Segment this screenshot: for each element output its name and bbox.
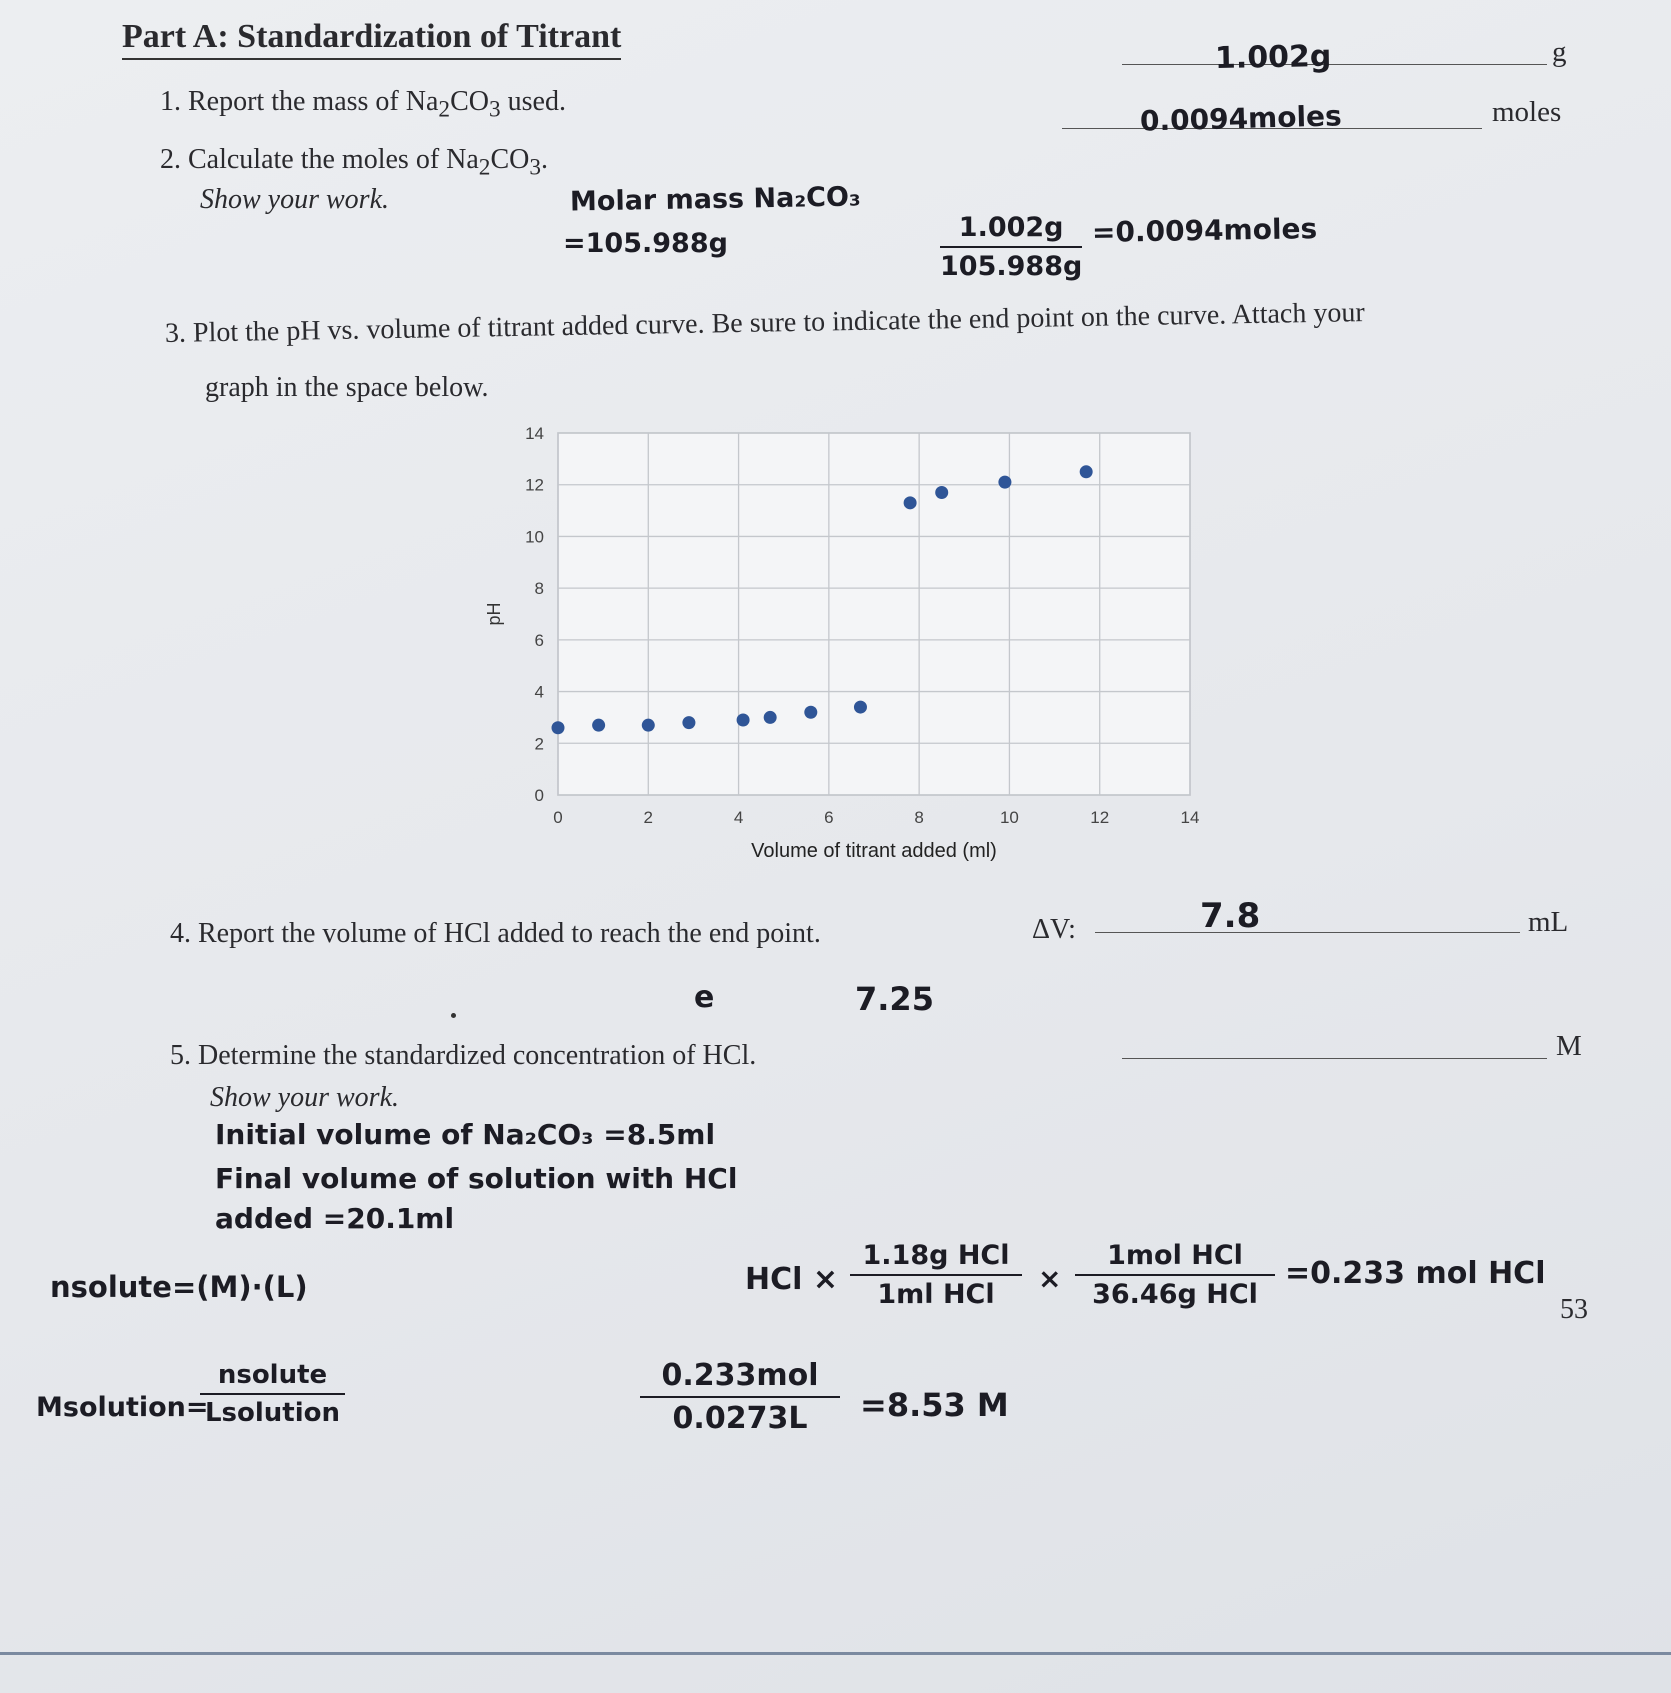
answer-mass: 1.002g bbox=[1214, 38, 1332, 77]
question-1-text-pre: Report the mass of Na bbox=[188, 86, 439, 117]
question-4 bbox=[170, 918, 821, 950]
page-title: Part A: Standardization of Titrant bbox=[122, 18, 621, 60]
y-tick-label: 4 bbox=[534, 682, 544, 702]
page-number: 53 bbox=[1560, 1294, 1588, 1325]
y-tick-label: 10 bbox=[525, 527, 544, 547]
question-5 bbox=[170, 1040, 756, 1072]
y-tick-label: 2 bbox=[534, 734, 544, 754]
question-3-line1 bbox=[165, 297, 1365, 350]
y-axis-label: pH bbox=[484, 602, 504, 626]
y-tick-label: 14 bbox=[525, 424, 544, 443]
x-tick-label: 0 bbox=[553, 808, 563, 827]
conversion-times: × bbox=[1038, 1262, 1062, 1295]
density-denominator: 1ml HCl bbox=[877, 1279, 995, 1310]
question-1-text-mid: CO bbox=[450, 86, 489, 117]
fraction-bar bbox=[940, 246, 1082, 248]
n-solute-formula: nsolute=(M)·(L) bbox=[50, 1270, 308, 1304]
mole-calc-denominator: 105.988g bbox=[940, 251, 1083, 282]
x-tick-label: 12 bbox=[1090, 808, 1110, 827]
question-2-text-post: . bbox=[541, 144, 549, 175]
question-5-number: 5. bbox=[170, 1040, 191, 1071]
fraction-bar bbox=[1075, 1274, 1275, 1276]
question-2-text-pre: Calculate the moles of Na bbox=[188, 144, 479, 175]
question-3-text-line1: Plot the pH vs. volume of titrant added curve. Be sure to indicate the end point on the curve. Attach your bbox=[192, 297, 1365, 349]
initial-volume-note: Initial volume of Na₂CO₃ =8.5ml bbox=[215, 1118, 716, 1151]
data-point bbox=[1080, 465, 1093, 478]
y-tick-label: 8 bbox=[534, 579, 544, 599]
question-1-sub1: 2 bbox=[438, 96, 451, 123]
m-solution-denominator: Lsolution bbox=[204, 1398, 341, 1428]
y-tick-label: 0 bbox=[534, 786, 544, 805]
question-1-text-post: used. bbox=[500, 86, 566, 117]
stray-value: 7.25 bbox=[855, 980, 934, 1018]
unit-molarity: M bbox=[1556, 1030, 1582, 1062]
density-numerator: 1.18g HCl bbox=[862, 1240, 1010, 1271]
stray-mark-e: e bbox=[694, 980, 715, 1015]
y-tick-label: 6 bbox=[534, 630, 544, 650]
fraction-bar bbox=[640, 1396, 840, 1398]
data-point bbox=[998, 476, 1011, 489]
x-tick-label: 14 bbox=[1180, 808, 1200, 827]
molar-mass-denominator: 36.46g HCl bbox=[1092, 1279, 1258, 1310]
m-solution-label: Msolution= bbox=[36, 1392, 209, 1423]
data-point bbox=[642, 719, 655, 732]
data-point bbox=[737, 714, 750, 727]
answer-moles: 0.0094moles bbox=[1139, 99, 1343, 138]
question-2-sub2: 3 bbox=[529, 154, 542, 181]
x-tick-label: 8 bbox=[914, 808, 924, 827]
unit-grams: g bbox=[1552, 36, 1567, 68]
plot-area bbox=[558, 433, 1190, 795]
molarity-numerator: 0.233mol bbox=[661, 1358, 819, 1393]
data-point bbox=[764, 711, 777, 724]
ph-titration-chart bbox=[470, 405, 1270, 875]
data-point bbox=[935, 486, 948, 499]
question-3-number: 3. bbox=[164, 317, 187, 349]
y-tick-labels bbox=[525, 424, 544, 805]
page-bottom-edge bbox=[0, 1652, 1671, 1655]
molar-mass-line1: Molar mass Na₂CO₃ bbox=[569, 181, 861, 218]
data-point bbox=[904, 496, 917, 509]
question-4-text: Report the volume of HCl added to reach the end point. bbox=[198, 918, 821, 949]
data-point bbox=[592, 719, 605, 732]
conversion-result: =0.233 mol HCl bbox=[1285, 1256, 1546, 1291]
data-point bbox=[682, 716, 695, 729]
question-1-number: 1. bbox=[160, 86, 181, 117]
stray-dot bbox=[451, 1013, 456, 1018]
mole-calc-numerator: 1.002g bbox=[958, 212, 1064, 243]
x-tick-label: 2 bbox=[643, 808, 654, 827]
molarity-denominator: 0.0273L bbox=[672, 1401, 808, 1436]
question-2-sub1: 2 bbox=[478, 154, 491, 181]
delta-v-label: ΔV: bbox=[1032, 914, 1076, 945]
molar-mass-numerator: 1mol HCl bbox=[1107, 1240, 1243, 1271]
data-point bbox=[552, 721, 565, 734]
question-4-number: 4. bbox=[170, 918, 191, 949]
question-5-show-work: Show your work. bbox=[210, 1082, 399, 1113]
question-2 bbox=[160, 144, 548, 182]
x-axis-label: Volume of titrant added (ml) bbox=[751, 840, 997, 862]
question-5-text: Determine the standardized concentration of HCl. bbox=[198, 1040, 757, 1071]
answer-volume: 7.8 bbox=[1200, 896, 1261, 936]
data-point bbox=[854, 701, 867, 714]
x-tick-label: 6 bbox=[824, 808, 834, 827]
x-tick-label: 10 bbox=[999, 808, 1019, 827]
final-volume-note-line1: Final volume of solution with HCl bbox=[215, 1162, 738, 1195]
y-tick-label: 12 bbox=[525, 475, 544, 495]
molarity-result: =8.53 M bbox=[860, 1386, 1009, 1424]
molar-mass-line2: =105.988g bbox=[563, 228, 728, 259]
answer-line-concentration[interactable] bbox=[1122, 1058, 1547, 1059]
answer-line-mass[interactable] bbox=[1122, 64, 1547, 65]
question-1 bbox=[160, 86, 566, 124]
final-volume-note-line2: added =20.1ml bbox=[215, 1202, 455, 1235]
question-2-text-mid: CO bbox=[490, 144, 530, 175]
m-solution-numerator: nsolute bbox=[217, 1360, 328, 1390]
m-solution-fraction bbox=[200, 1360, 345, 1428]
question-2-show-work: Show your work. bbox=[200, 184, 389, 215]
chart-grid bbox=[558, 433, 1190, 795]
molarity-fraction bbox=[640, 1358, 840, 1436]
mole-calc-fraction bbox=[940, 212, 1082, 282]
question-2-number: 2. bbox=[160, 144, 181, 175]
answer-line-volume[interactable] bbox=[1095, 932, 1520, 933]
data-point bbox=[804, 706, 817, 719]
conversion-prefix: HCl × bbox=[745, 1262, 838, 1297]
conversion-fraction-density bbox=[850, 1240, 1022, 1310]
conversion-fraction-molar-mass bbox=[1075, 1240, 1275, 1310]
x-tick-labels bbox=[553, 808, 1199, 827]
fraction-bar bbox=[200, 1393, 345, 1395]
unit-moles: moles bbox=[1492, 96, 1562, 128]
question-3-line2: graph in the space below. bbox=[205, 372, 489, 403]
fraction-bar bbox=[850, 1274, 1022, 1276]
x-tick-label: 4 bbox=[733, 808, 744, 827]
question-1-sub2: 3 bbox=[488, 96, 501, 123]
mole-calc-result: =0.0094moles bbox=[1091, 212, 1318, 249]
unit-ml: mL bbox=[1528, 906, 1569, 938]
